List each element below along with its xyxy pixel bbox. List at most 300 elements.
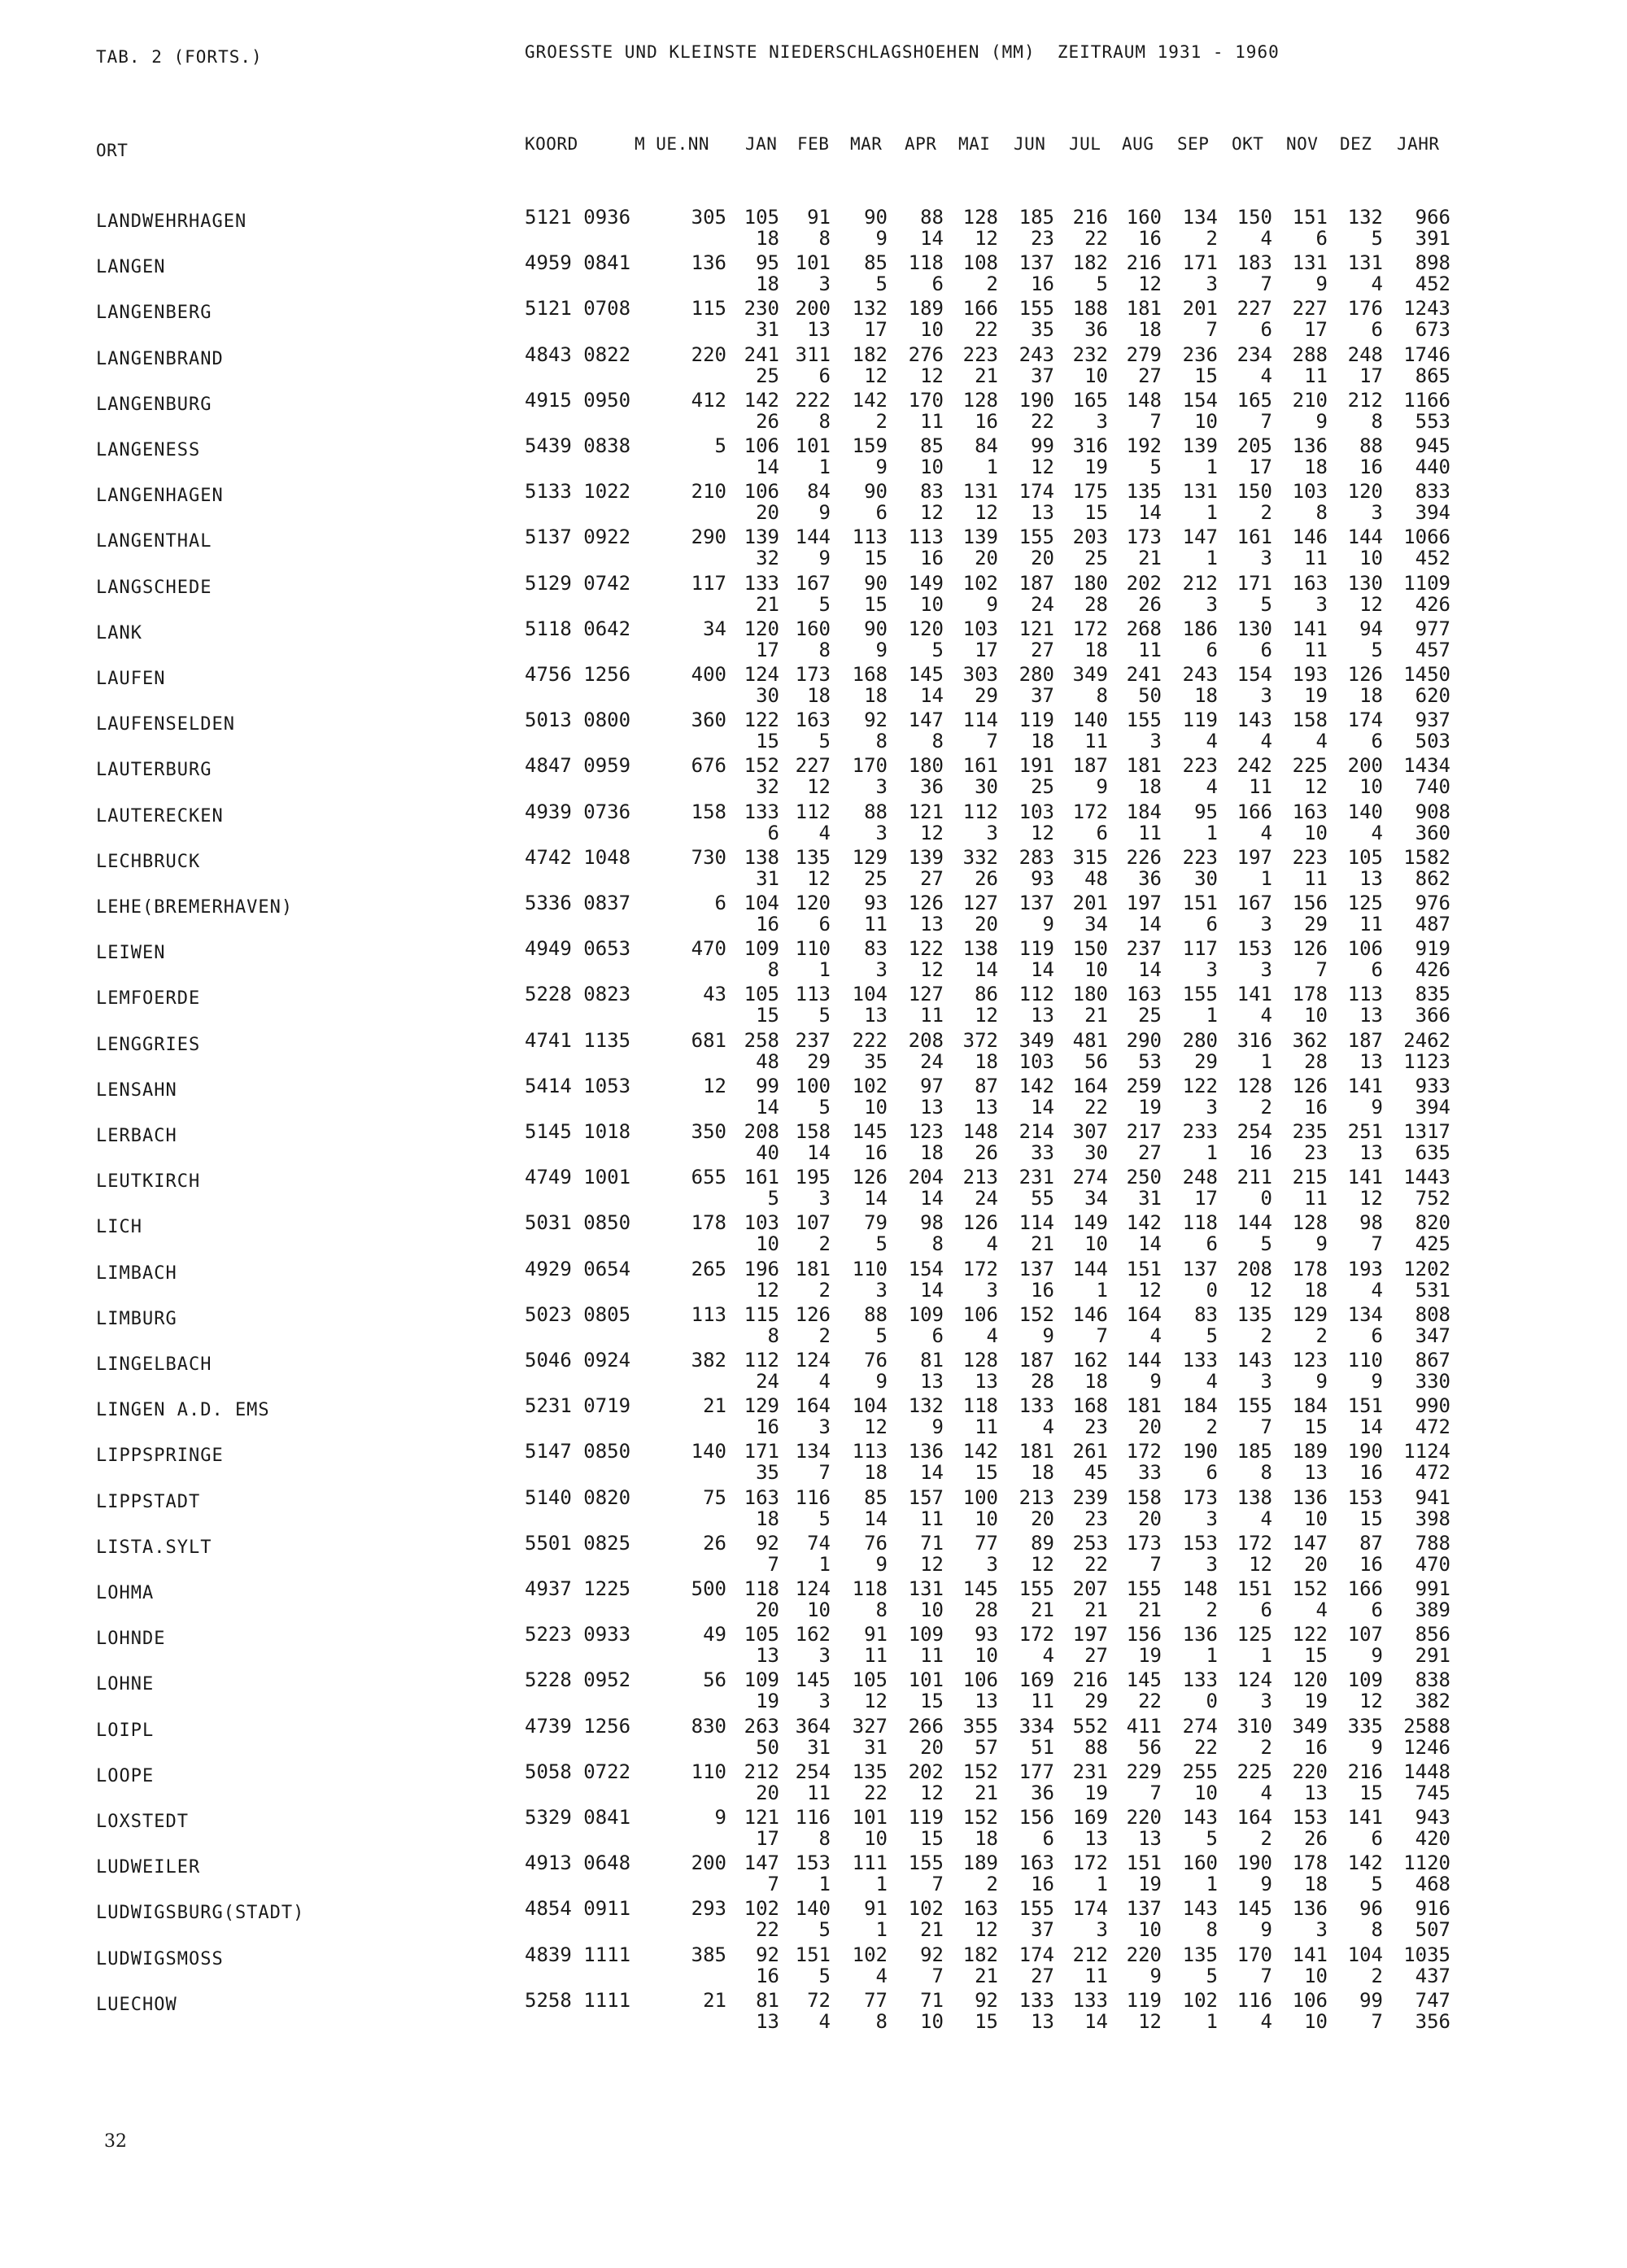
min-value: 16: [1031, 1873, 1054, 1895]
max-value: 138: [744, 846, 779, 869]
max-value: 175: [1072, 480, 1108, 503]
min-value: 22: [1084, 227, 1108, 250]
max-value: 236: [1182, 343, 1218, 366]
min-value: 16: [864, 1141, 888, 1164]
min-value: 2: [1371, 1965, 1383, 1987]
max-value: 128: [962, 1349, 998, 1372]
header-sep: SEP: [1177, 134, 1210, 154]
max-value: 136: [908, 1440, 944, 1463]
max-value: 212: [1182, 572, 1218, 595]
min-value: 13: [920, 1370, 944, 1393]
station-coordinates: 5147 0850: [525, 1440, 631, 1463]
min-value: 14: [920, 1279, 944, 1302]
min-value: 16: [1359, 1461, 1383, 1484]
min-value: 1: [1260, 867, 1272, 890]
min-value: 11: [1304, 547, 1328, 569]
min-value: 10: [975, 1644, 998, 1667]
min-value: 12: [920, 501, 944, 524]
min-value: 9: [1371, 1736, 1383, 1759]
station-coordinates: 5228 0952: [525, 1668, 631, 1691]
station-name: LEHE(BREMERHAVEN): [96, 897, 294, 918]
min-value: 3: [818, 1690, 831, 1712]
max-value: 113: [852, 1440, 888, 1463]
max-value: 316: [1237, 1029, 1272, 1052]
station-elevation: 400: [691, 663, 726, 686]
min-value: 8: [1260, 1461, 1272, 1484]
min-value: 2: [1260, 1736, 1272, 1759]
max-value: 311: [795, 343, 831, 366]
min-value: 40: [756, 1141, 779, 1164]
station-elevation: 113: [691, 1303, 726, 1326]
max-value: 152: [744, 754, 779, 777]
max-value: 169: [1072, 1806, 1108, 1829]
min-value: 12: [1304, 775, 1328, 798]
max-value: 364: [795, 1715, 831, 1738]
min-value: 452: [1415, 547, 1450, 569]
max-value: 290: [1126, 1029, 1162, 1052]
station-coordinates: 4915 0950: [525, 389, 631, 412]
max-value: 111: [852, 1851, 888, 1874]
min-value: 16: [756, 1965, 779, 1987]
min-value: 22: [1084, 1096, 1108, 1119]
max-value: 171: [1182, 251, 1218, 274]
min-value: 6: [1371, 1599, 1383, 1621]
max-value: 133: [744, 800, 779, 823]
station-name: LAUFENSELDEN: [96, 714, 235, 735]
max-value: 103: [1019, 800, 1054, 823]
min-value: 291: [1415, 1644, 1450, 1667]
max-value: 168: [852, 663, 888, 686]
min-value: 14: [1138, 958, 1162, 981]
min-value: 4: [1260, 730, 1272, 752]
max-value: 142: [1126, 1211, 1162, 1234]
min-value: 14: [1359, 1415, 1383, 1438]
min-value: 48: [756, 1050, 779, 1073]
min-value: 32: [756, 775, 779, 798]
min-value: 8: [875, 1599, 888, 1621]
min-value: 21: [1138, 547, 1162, 569]
min-value: 18: [1359, 684, 1383, 707]
max-value: 552: [1072, 1715, 1108, 1738]
max-value: 2588: [1403, 1715, 1450, 1738]
max-value: 190: [1019, 389, 1054, 412]
min-value: 36: [920, 775, 944, 798]
max-value: 129: [1292, 1303, 1328, 1326]
min-value: 28: [1031, 1370, 1054, 1393]
max-value: 216: [1072, 206, 1108, 229]
station-coordinates: 5058 0722: [525, 1760, 631, 1783]
max-value: 142: [1347, 1851, 1383, 1874]
max-value: 148: [962, 1120, 998, 1143]
min-value: 6: [1206, 1461, 1218, 1484]
max-value: 141: [1292, 617, 1328, 640]
min-value: 9: [1315, 410, 1328, 433]
min-value: 18: [1084, 1370, 1108, 1393]
station-elevation: 265: [691, 1258, 726, 1280]
min-value: 862: [1415, 867, 1450, 890]
min-value: 27: [1031, 1965, 1054, 1987]
max-value: 155: [1237, 1394, 1272, 1417]
min-value: 5: [1371, 227, 1383, 250]
max-value: 355: [962, 1715, 998, 1738]
station-name: LUECHOW: [96, 1995, 177, 2015]
max-value: 167: [1237, 892, 1272, 914]
max-value: 141: [1292, 1943, 1328, 1966]
min-value: 6: [1260, 1599, 1272, 1621]
min-value: 3: [1206, 958, 1218, 981]
max-value: 135: [1126, 480, 1162, 503]
page-number: 32: [104, 2131, 127, 2152]
max-value: 85: [864, 251, 888, 274]
station-name: LINGELBACH: [96, 1354, 212, 1375]
min-value: 620: [1415, 684, 1450, 707]
max-value: 100: [795, 1075, 831, 1097]
max-value: 216: [1126, 251, 1162, 274]
max-value: 234: [1237, 343, 1272, 366]
max-value: 132: [852, 297, 888, 320]
station-elevation: 26: [703, 1532, 726, 1555]
max-value: 102: [744, 1897, 779, 1920]
min-value: 11: [864, 913, 888, 936]
min-value: 12: [920, 1553, 944, 1576]
max-value: 1166: [1403, 389, 1450, 412]
min-value: 503: [1415, 730, 1450, 752]
max-value: 187: [1019, 572, 1054, 595]
station-name: LANGENESS: [96, 440, 201, 460]
station-coordinates: 5329 0841: [525, 1806, 631, 1829]
min-value: 17: [975, 639, 998, 661]
min-value: 12: [1359, 1187, 1383, 1210]
max-value: 254: [1237, 1120, 1272, 1143]
min-value: 18: [807, 684, 831, 707]
min-value: 50: [1138, 684, 1162, 707]
min-value: 1: [1206, 1644, 1218, 1667]
min-value: 6: [931, 273, 944, 295]
min-value: 7: [767, 1873, 779, 1895]
max-value: 120: [908, 617, 944, 640]
max-value: 189: [962, 1851, 998, 1874]
max-value: 126: [852, 1166, 888, 1189]
min-value: 53: [1138, 1050, 1162, 1073]
min-value: 26: [975, 1141, 998, 1164]
max-value: 91: [807, 206, 831, 229]
min-value: 4: [1315, 1599, 1328, 1621]
min-value: 21: [756, 593, 779, 616]
max-value: 133: [744, 572, 779, 595]
min-value: 3: [1260, 547, 1272, 569]
max-value: 155: [1019, 526, 1054, 548]
min-value: 9: [1315, 1232, 1328, 1255]
max-value: 101: [795, 251, 831, 274]
min-value: 9: [1315, 273, 1328, 295]
max-value: 106: [744, 434, 779, 457]
min-value: 865: [1415, 364, 1450, 387]
max-value: 163: [1292, 800, 1328, 823]
min-value: 19: [1084, 1782, 1108, 1804]
min-value: 2: [1260, 501, 1272, 524]
station-coordinates: 5118 0642: [525, 617, 631, 640]
station-elevation: 412: [691, 389, 726, 412]
min-value: 29: [1304, 913, 1328, 936]
max-value: 112: [1019, 983, 1054, 1005]
min-value: 347: [1415, 1324, 1450, 1347]
max-value: 250: [1126, 1166, 1162, 1189]
min-value: 16: [1359, 1553, 1383, 1576]
max-value: 151: [795, 1943, 831, 1966]
max-value: 178: [1292, 983, 1328, 1005]
max-value: 119: [1019, 937, 1054, 960]
header-koord: KOORD: [525, 134, 578, 154]
max-value: 152: [1292, 1577, 1328, 1600]
max-value: 102: [1182, 1989, 1218, 2012]
min-value: 12: [1031, 456, 1054, 478]
min-value: 9: [1371, 1370, 1383, 1393]
min-value: 12: [864, 1690, 888, 1712]
min-value: 20: [1031, 547, 1054, 569]
min-value: 13: [920, 1096, 944, 1119]
station-name: LEIWEN: [96, 943, 166, 963]
max-value: 119: [1126, 1989, 1162, 2012]
min-value: 12: [1138, 2010, 1162, 2033]
min-value: 1: [1206, 501, 1218, 524]
station-elevation: 178: [691, 1211, 726, 1234]
min-value: 21: [1031, 1599, 1054, 1621]
max-value: 148: [1126, 389, 1162, 412]
station-name: LUDWEILER: [96, 1857, 201, 1878]
min-value: 16: [1304, 1096, 1328, 1119]
max-value: 122: [908, 937, 944, 960]
min-value: 17: [756, 1827, 779, 1850]
max-value: 145: [962, 1577, 998, 1600]
min-value: 11: [1249, 775, 1272, 798]
station-elevation: 210: [691, 480, 726, 503]
min-value: 0: [1260, 1187, 1272, 1210]
max-value: 90: [864, 206, 888, 229]
min-value: 20: [1304, 1553, 1328, 1576]
min-value: 15: [920, 1827, 944, 1850]
max-value: 274: [1182, 1715, 1218, 1738]
min-value: 330: [1415, 1370, 1450, 1393]
min-value: 15: [864, 547, 888, 569]
min-value: 11: [920, 410, 944, 433]
max-value: 945: [1415, 434, 1450, 457]
min-value: 13: [1359, 1004, 1383, 1027]
max-value: 255: [1182, 1760, 1218, 1783]
max-value: 173: [1126, 526, 1162, 548]
max-value: 259: [1126, 1075, 1162, 1097]
max-value: 166: [1347, 1577, 1383, 1600]
max-value: 166: [1237, 800, 1272, 823]
station-name: LANGSCHEDE: [96, 578, 212, 598]
header-apr: APR: [905, 134, 937, 154]
min-value: 24: [975, 1187, 998, 1210]
min-value: 3: [818, 1415, 831, 1438]
min-value: 17: [756, 639, 779, 661]
max-value: 116: [795, 1486, 831, 1509]
min-value: 2: [818, 1324, 831, 1347]
min-value: 10: [1194, 1782, 1218, 1804]
station-name: LANGENBRAND: [96, 349, 224, 369]
station-name: LERBACH: [96, 1126, 177, 1146]
max-value: 184: [1292, 1394, 1328, 1417]
station-name: LANDWEHRHAGEN: [96, 212, 247, 232]
max-value: 261: [1072, 1440, 1108, 1463]
max-value: 225: [1237, 1760, 1272, 1783]
max-value: 223: [1292, 846, 1328, 869]
max-value: 107: [795, 1211, 831, 1234]
max-value: 1124: [1403, 1440, 1450, 1463]
max-value: 231: [1072, 1760, 1108, 1783]
min-value: 1: [818, 1553, 831, 1576]
min-value: 5: [818, 1507, 831, 1530]
station-name: LEMFOERDE: [96, 988, 201, 1009]
min-value: 11: [1304, 364, 1328, 387]
max-value: 1448: [1403, 1760, 1450, 1783]
station-coordinates: 4843 0822: [525, 343, 631, 366]
max-value: 139: [962, 526, 998, 548]
min-value: 13: [1359, 867, 1383, 890]
max-value: 229: [1126, 1760, 1162, 1783]
max-value: 129: [744, 1394, 779, 1417]
min-value: 2: [1206, 1599, 1218, 1621]
max-value: 227: [795, 754, 831, 777]
max-value: 192: [1126, 434, 1162, 457]
max-value: 139: [908, 846, 944, 869]
max-value: 140: [795, 1897, 831, 1920]
min-value: 11: [1359, 913, 1383, 936]
station-name: LIPPSTADT: [96, 1492, 201, 1512]
min-value: 2: [1315, 1324, 1328, 1347]
max-value: 239: [1072, 1486, 1108, 1509]
station-elevation: 730: [691, 846, 726, 869]
min-value: 16: [920, 547, 944, 569]
max-value: 178: [1292, 1258, 1328, 1280]
min-value: 12: [975, 227, 998, 250]
min-value: 19: [1304, 1690, 1328, 1712]
min-value: 10: [1359, 775, 1383, 798]
max-value: 227: [1292, 297, 1328, 320]
min-value: 8: [931, 1232, 944, 1255]
max-value: 237: [795, 1029, 831, 1052]
min-value: 3: [1260, 1370, 1272, 1393]
min-value: 3: [1260, 1690, 1272, 1712]
max-value: 88: [920, 206, 944, 229]
min-value: 15: [1359, 1782, 1383, 1804]
max-value: 133: [1182, 1668, 1218, 1691]
min-value: 23: [1084, 1507, 1108, 1530]
max-value: 117: [1182, 937, 1218, 960]
max-value: 174: [1019, 480, 1054, 503]
min-value: 8: [818, 410, 831, 433]
max-value: 163: [1019, 1851, 1054, 1874]
min-value: 21: [975, 1965, 998, 1987]
max-value: 307: [1072, 1120, 1108, 1143]
max-value: 172: [1237, 1532, 1272, 1555]
min-value: 7: [931, 1965, 944, 1987]
max-value: 115: [744, 1303, 779, 1326]
station-elevation: 681: [691, 1029, 726, 1052]
min-value: 4: [1260, 227, 1272, 250]
min-value: 3: [1260, 958, 1272, 981]
min-value: 5: [931, 639, 944, 661]
min-value: 394: [1415, 501, 1450, 524]
min-value: 1: [1206, 822, 1218, 844]
max-value: 136: [1182, 1623, 1218, 1646]
header-aug: AUG: [1122, 134, 1154, 154]
min-value: 17: [1359, 364, 1383, 387]
station-name: LOHNDE: [96, 1629, 166, 1649]
min-value: 14: [920, 684, 944, 707]
max-value: 135: [1237, 1303, 1272, 1326]
min-value: 20: [1031, 1507, 1054, 1530]
max-value: 143: [1237, 1349, 1272, 1372]
min-value: 3: [1260, 913, 1272, 936]
max-value: 122: [744, 709, 779, 731]
max-value: 185: [1019, 206, 1054, 229]
min-value: 9: [818, 501, 831, 524]
min-value: 10: [1194, 410, 1218, 433]
min-value: 56: [1138, 1736, 1162, 1759]
max-value: 177: [1019, 1760, 1054, 1783]
max-value: 253: [1072, 1532, 1108, 1555]
min-value: 8: [931, 730, 944, 752]
min-value: 16: [1031, 1279, 1054, 1302]
max-value: 93: [864, 892, 888, 914]
max-value: 327: [852, 1715, 888, 1738]
max-value: 113: [795, 983, 831, 1005]
max-value: 89: [1031, 1532, 1054, 1555]
max-value: 223: [962, 343, 998, 366]
max-value: 161: [962, 754, 998, 777]
station-name: LEUTKIRCH: [96, 1171, 201, 1192]
max-value: 334: [1019, 1715, 1054, 1738]
min-value: 20: [975, 547, 998, 569]
max-value: 212: [744, 1760, 779, 1783]
max-value: 279: [1126, 343, 1162, 366]
min-value: 5: [818, 593, 831, 616]
max-value: 116: [795, 1806, 831, 1829]
min-value: 8: [875, 2010, 888, 2033]
max-value: 172: [1072, 800, 1108, 823]
max-value: 92: [864, 709, 888, 731]
min-value: 7: [1371, 1232, 1383, 1255]
min-value: 673: [1415, 318, 1450, 341]
max-value: 158: [1126, 1486, 1162, 1509]
header-ort: ORT: [96, 141, 129, 160]
max-value: 136: [1292, 1897, 1328, 1920]
min-value: 4: [1260, 1507, 1272, 1530]
max-value: 1202: [1403, 1258, 1450, 1280]
max-value: 163: [795, 709, 831, 731]
min-value: 22: [1194, 1736, 1218, 1759]
min-value: 20: [1138, 1415, 1162, 1438]
min-value: 12: [1359, 593, 1383, 616]
max-value: 152: [962, 1760, 998, 1783]
min-value: 9: [875, 456, 888, 478]
station-elevation: 385: [691, 1943, 726, 1966]
max-value: 1746: [1403, 343, 1450, 366]
min-value: 30: [975, 775, 998, 798]
max-value: 174: [1072, 1897, 1108, 1920]
max-value: 101: [908, 1668, 944, 1691]
min-value: 5: [818, 1096, 831, 1119]
max-value: 90: [864, 480, 888, 503]
station-name: LANGENBURG: [96, 395, 212, 415]
max-value: 131: [1182, 480, 1218, 503]
max-value: 154: [1237, 663, 1272, 686]
min-value: 14: [920, 1461, 944, 1484]
max-value: 139: [1182, 434, 1218, 457]
